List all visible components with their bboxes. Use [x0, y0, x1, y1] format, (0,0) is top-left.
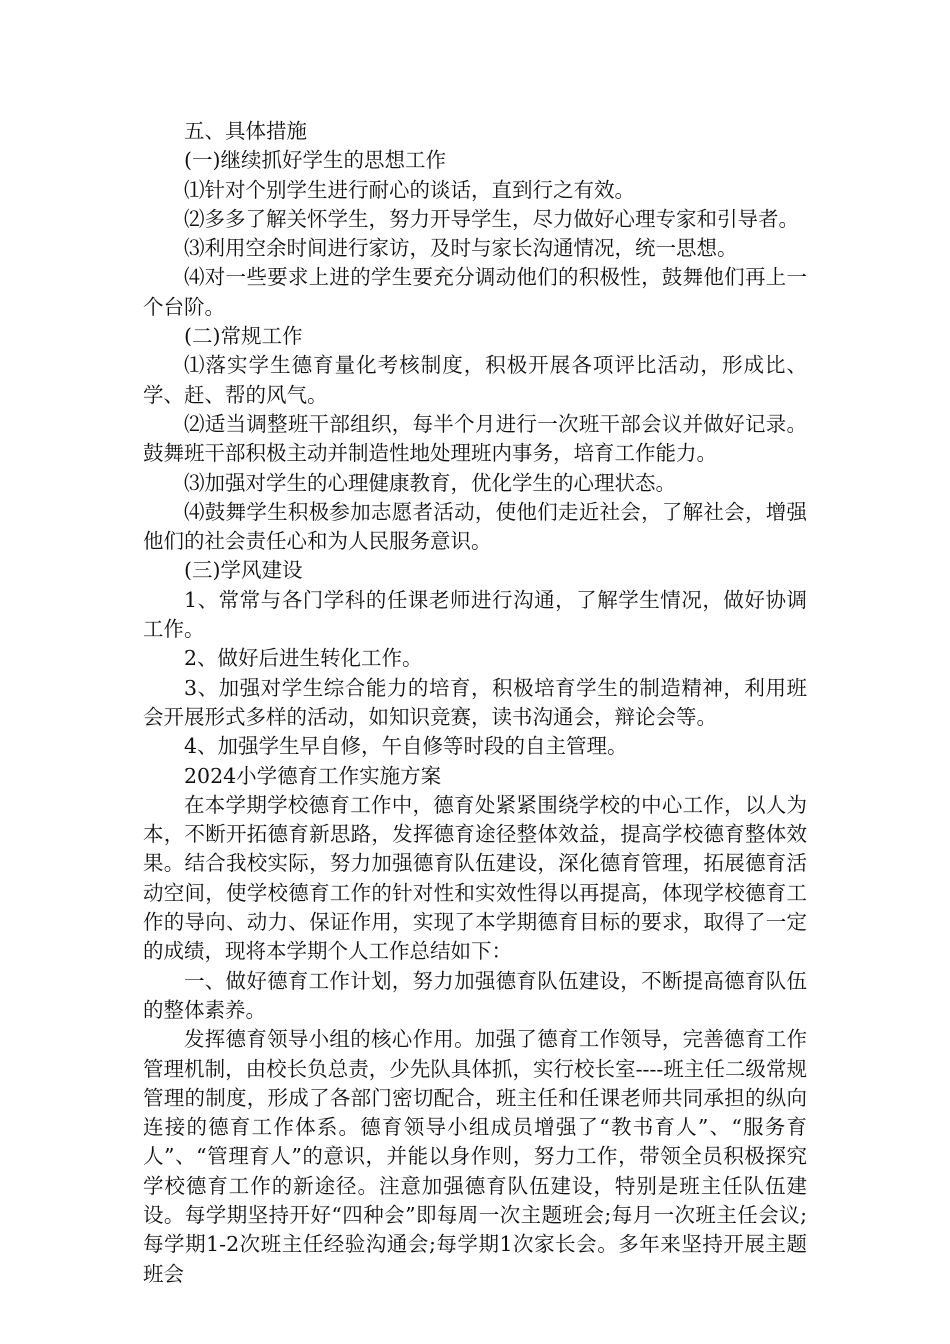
paragraph: 一、做好德育工作计划，努力加强德育队伍建设，不断提高德育队伍的整体素养。	[143, 968, 807, 1022]
subsection-heading-ideology: (一)继续抓好学生的思想工作	[184, 148, 446, 173]
section-heading-measures: 五、具体措施	[184, 119, 307, 143]
paragraph: ⑶加强对学生的心理健康教育，优化学生的心理状态。	[184, 470, 676, 495]
paragraph: ⑴针对个别学生进行耐心的谈话，直到行之有效。	[184, 177, 635, 202]
paragraph: 4、加强学生早自修，午自修等时段的自主管理。	[184, 734, 628, 759]
document-body	[143, 117, 807, 1289]
paragraph: 在本学期学校德育工作中，德育处紧紧围绕学校的中心工作，以人为本，不断开拓德育新思路，发挥德育途径整体效益，提高学校德育整体效果。结合我校实际，努力加强德育队伍建设，深化德育管理，拓展德育活动空间，使学校德育工作的针对性和实效性得以再提高，体现学校德育工作的导向、动力、保证作用，实现了本学期德育目标的要求，取得了一定的成绩，现将本学期个人工作总结如下：	[143, 792, 807, 964]
paragraph: ⑷鼓舞学生积极参加志愿者活动，使他们走近社会，了解社会，增强他们的社会责任心和为人民服务意识。	[143, 499, 807, 554]
paragraph: 2、做好后进生转化工作。	[184, 646, 423, 671]
paragraph: ⑴落实学生德育量化考核制度，积极开展各项评比活动，形成比、学、赶、帮的风气。	[143, 353, 807, 407]
subsection-heading-routine: (二)常规工作	[184, 324, 303, 349]
paragraph: ⑵适当调整班干部组织，每半个月进行一次班干部会议并做好记录。鼓舞班干部积极主动并制造性地处理班内事务，培育工作能力。	[143, 411, 807, 466]
paragraph: 1、常常与各门学科的任课老师进行沟通，了解学生情况，做好协调工作。	[143, 587, 807, 642]
subsection-heading-study-style: (三)学风建设	[184, 558, 303, 583]
paragraph: ⑵多多了解关怀学生，努力开导学生，尽力做好心理专家和引导者。	[184, 206, 799, 231]
paragraph: ⑷对一些要求上进的学生要充分调动他们的积极性，鼓舞他们再上一个台阶。	[143, 265, 807, 319]
document-title-2024-plan: 2024小学德育工作实施方案	[184, 763, 442, 788]
paragraph: 发挥德育领导小组的核心作用。加强了德育工作领导，完善德育工作管理机制，由校长负总责，少先队具体抓，实行校长室----班主任二级常规管理的制度，形成了各部门密切配合，班主任和任课老师共同承担的纵向连接的德育工作体系。德育领导小组成员增强了“教书育人”、“服务育人”、“管理育人”的意识，并能以身作则，努力工作，带领全员积极探究学校德育工作的新途径。注意加强德育队伍建设，特别是班主任队伍建设。每学期坚持开好“四种会”即每周一次主题班会;每月一次班主任会议;每学期1-2次班主任经验沟通会;每学期1次家长会。多年来坚持开展主题班会	[143, 1027, 807, 1286]
paragraph: ⑶利用空余时间进行家访，及时与家长沟通情况，统一思想。	[184, 236, 738, 261]
paragraph: 3、加强对学生综合能力的培育，积极培育学生的制造精神，利用班会开展形式多样的活动，如知识竞赛，读书沟通会，辩论会等。	[143, 675, 807, 729]
